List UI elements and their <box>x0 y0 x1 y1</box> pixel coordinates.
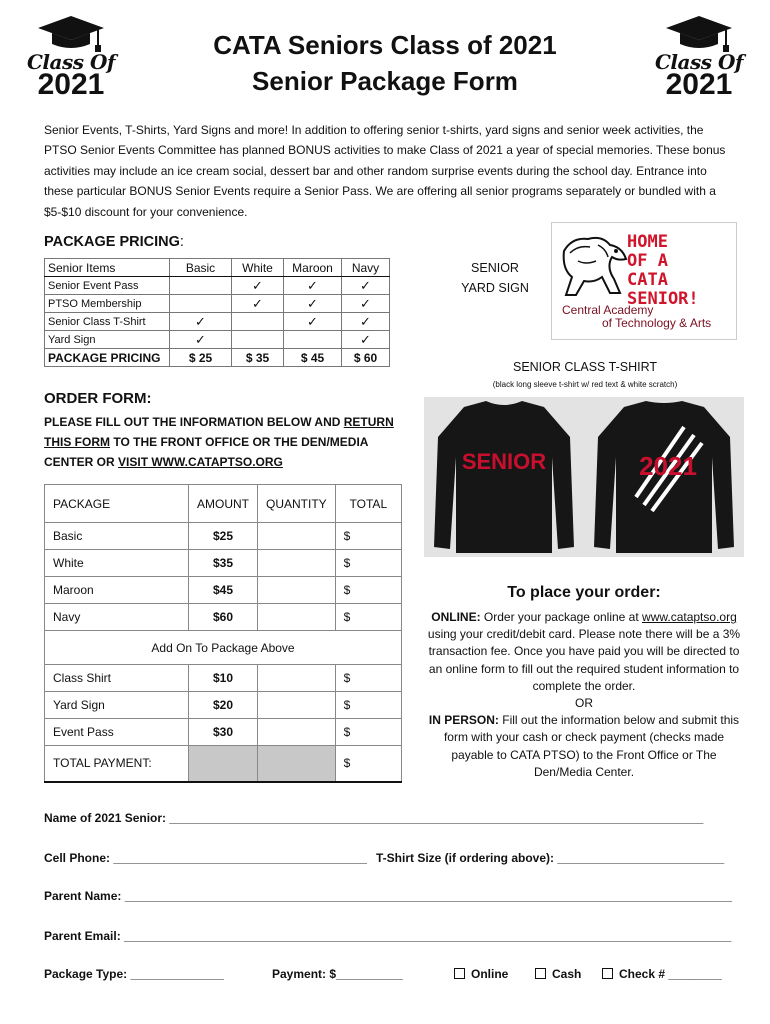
graduation-cap-icon <box>664 14 734 54</box>
total-input[interactable]: $ <box>335 719 401 746</box>
cell-phone-field[interactable]: Cell Phone: ______________________________________ <box>44 851 367 865</box>
cougar-mascot-icon <box>558 231 630 299</box>
check-cell: ✓ <box>342 277 390 295</box>
graduation-cap-icon <box>36 14 106 54</box>
disabled-cell <box>189 746 258 782</box>
col-quantity: QUANTITY <box>258 485 336 523</box>
pricing-total-row <box>45 349 390 367</box>
package-amount: $45 <box>189 577 258 604</box>
tshirt-icon <box>424 397 744 557</box>
total-payment-row <box>45 746 402 782</box>
total-input[interactable]: $ <box>335 523 401 550</box>
col-senior-items: Senior Items <box>45 259 170 277</box>
addon-name: Class Shirt <box>45 665 189 692</box>
quantity-input[interactable] <box>258 523 336 550</box>
check-cell: ✓ <box>284 277 342 295</box>
yard-sign-image <box>551 222 737 340</box>
payment-field[interactable]: Payment: $__________ <box>272 967 403 981</box>
logo-year: 2021 <box>665 68 733 101</box>
total-input[interactable]: $ <box>335 665 401 692</box>
package-type-field[interactable]: Package Type: ______________ <box>44 967 224 981</box>
pricing-row <box>45 331 390 349</box>
class-of-2021-logo-right <box>652 14 746 100</box>
package-amount: $35 <box>189 550 258 577</box>
quantity-input[interactable] <box>258 604 336 631</box>
addon-row-yard-sign <box>45 692 402 719</box>
parent-email-field[interactable]: Parent Email: ___________________________________________________________________________________________ <box>44 929 732 943</box>
pricing-row <box>45 313 390 331</box>
addon-label-row <box>45 631 402 665</box>
order-row-basic <box>45 523 402 550</box>
check-cell: ✓ <box>232 277 284 295</box>
tshirt-photo <box>424 397 744 557</box>
col-package: PACKAGE <box>45 485 189 523</box>
check-cell: ✓ <box>284 295 342 313</box>
quantity-input[interactable] <box>258 665 336 692</box>
check-cell <box>170 277 232 295</box>
pricing-row <box>45 277 390 295</box>
order-row-white <box>45 550 402 577</box>
logo-class-of: Class Of <box>27 50 115 74</box>
place-order-heading: To place your order: <box>507 584 661 601</box>
quantity-input[interactable] <box>258 692 336 719</box>
package-name: Basic <box>45 523 189 550</box>
addon-amount: $20 <box>189 692 258 719</box>
col-total: TOTAL <box>335 485 401 523</box>
cash-checkbox[interactable] <box>535 968 546 979</box>
shirt-front-text: SENIOR <box>461 449 547 474</box>
logo-class-of: Class Of <box>655 50 743 74</box>
order-table <box>44 484 402 783</box>
quantity-input[interactable] <box>258 577 336 604</box>
shirt-subtitle: (black long sleeve t-shirt w/ red text & white scratch) <box>492 380 678 389</box>
col-white: White <box>232 259 284 277</box>
col-amount: AMOUNT <box>189 485 258 523</box>
total-payment-label: TOTAL PAYMENT: <box>45 746 189 782</box>
parent-name-field[interactable]: Parent Name: ___________________________________________________________________________________________ <box>44 889 733 903</box>
addon-amount: $10 <box>189 665 258 692</box>
package-name: Maroon <box>45 577 189 604</box>
item-name: Senior Class T-Shirt <box>45 313 170 331</box>
yard-sign-academy-line2: of Technology & Arts <box>602 316 712 330</box>
item-name: Senior Event Pass <box>45 277 170 295</box>
logo-year: 2021 <box>37 68 105 101</box>
total-input[interactable]: $ <box>335 604 401 631</box>
check-cell: ✓ <box>232 295 284 313</box>
page-subtitle: Senior Package Form <box>252 66 518 96</box>
yard-sign-slogan: HOME OF A CATA SENIOR! <box>627 232 699 309</box>
total-input[interactable]: $ <box>335 550 401 577</box>
online-checkbox[interactable] <box>454 968 465 979</box>
shirt-title: SENIOR CLASS T-SHIRT <box>512 360 658 374</box>
package-pricing-heading: PACKAGE PRICING: <box>44 234 184 250</box>
total-input[interactable]: $ <box>335 692 401 719</box>
yard-sign-label: SENIOR YARD SIGN <box>461 261 529 295</box>
check-cell <box>284 331 342 349</box>
price-basic: $ 25 <box>170 349 232 367</box>
order-form-heading: ORDER FORM: <box>44 390 152 407</box>
addon-label: Add On To Package Above <box>45 631 402 665</box>
addon-row-event-pass <box>45 719 402 746</box>
intro-paragraph: Senior Events, T-Shirts, Yard Signs and more! In addition to offering senior t-shirts, yard signs and senior week activities, the PTSO Senior Events Committee has planned BONUS activities to make Class of 2021 a year of special memories. These bonus activities may include an ice cream social, dessert bar and other random surprise events during the school day. Entrance into these particular BONUS Senior Events require a Senior Pass. We are offering all senior programs separately or bundled with a $5-$10 discount for your convenience. <box>44 123 726 219</box>
addon-name: Event Pass <box>45 719 189 746</box>
check-option[interactable]: Check # ________ <box>602 967 722 981</box>
package-amount: $25 <box>189 523 258 550</box>
check-checkbox[interactable] <box>602 968 613 979</box>
total-input[interactable]: $ <box>335 577 401 604</box>
package-amount: $60 <box>189 604 258 631</box>
disabled-cell <box>258 746 336 782</box>
shirt-back-text: 2021 <box>639 451 697 481</box>
yard-sign-academy: Central Academy <box>562 303 654 317</box>
package-pricing-table <box>44 258 390 367</box>
check-cell <box>232 313 284 331</box>
total-payment-input[interactable]: $ <box>335 746 401 782</box>
class-of-2021-logo-left <box>24 14 118 100</box>
cash-option[interactable]: Cash <box>535 967 581 981</box>
order-row-maroon <box>45 577 402 604</box>
tshirt-size-field[interactable]: T-Shirt Size (if ordering above): _________________________ <box>376 851 725 865</box>
item-name: Yard Sign <box>45 331 170 349</box>
check-cell <box>232 331 284 349</box>
place-order-instructions: ONLINE: Order your package online at www.cataptso.org using your credit/debit card. Please note there will be a 3% transaction fee. Once you have paid you will be directed to an online form to fill out the required student information to complete the order. OR IN PERSON: Fill out the information below and submit this form with your cash or check payment (checks made payable to CATA PTSO) to the Front Office or The Den/Media Center. <box>427 610 741 779</box>
pricing-row <box>45 295 390 313</box>
price-maroon: $ 45 <box>284 349 342 367</box>
addon-amount: $30 <box>189 719 258 746</box>
quantity-input[interactable] <box>258 550 336 577</box>
price-white: $ 35 <box>232 349 284 367</box>
quantity-input[interactable] <box>258 719 336 746</box>
page-title: CATA Seniors Class of 2021 <box>213 30 557 60</box>
check-cell: ✓ <box>342 295 390 313</box>
check-cell <box>170 295 232 313</box>
package-name: Navy <box>45 604 189 631</box>
online-option[interactable]: Online <box>454 967 508 981</box>
col-maroon: Maroon <box>284 259 342 277</box>
check-cell: ✓ <box>170 331 232 349</box>
addon-name: Yard Sign <box>45 692 189 719</box>
pricing-header-row <box>45 259 390 277</box>
price-navy: $ 60 <box>342 349 390 367</box>
addon-row-class-shirt <box>45 665 402 692</box>
check-cell: ✓ <box>284 313 342 331</box>
package-name: White <box>45 550 189 577</box>
col-basic: Basic <box>170 259 232 277</box>
item-name: PTSO Membership <box>45 295 170 313</box>
senior-name-field[interactable]: Name of 2021 Senior: ________________________________________________________________________________ <box>44 811 704 825</box>
order-instructions: PLEASE FILL OUT THE INFORMATION BELOW AND RETURN THIS FORM TO THE FRONT OFFICE OR THE DEN/MEDIA CENTER OR VISIT WWW.CATAPTSO.ORG <box>44 415 394 469</box>
check-cell: ✓ <box>170 313 232 331</box>
order-header-row <box>45 485 402 523</box>
check-cell: ✓ <box>342 331 390 349</box>
check-cell: ✓ <box>342 313 390 331</box>
order-row-navy <box>45 604 402 631</box>
package-pricing-label: PACKAGE PRICING <box>45 349 170 367</box>
website-link[interactable]: www.cataptso.org <box>642 610 737 624</box>
col-navy: Navy <box>342 259 390 277</box>
